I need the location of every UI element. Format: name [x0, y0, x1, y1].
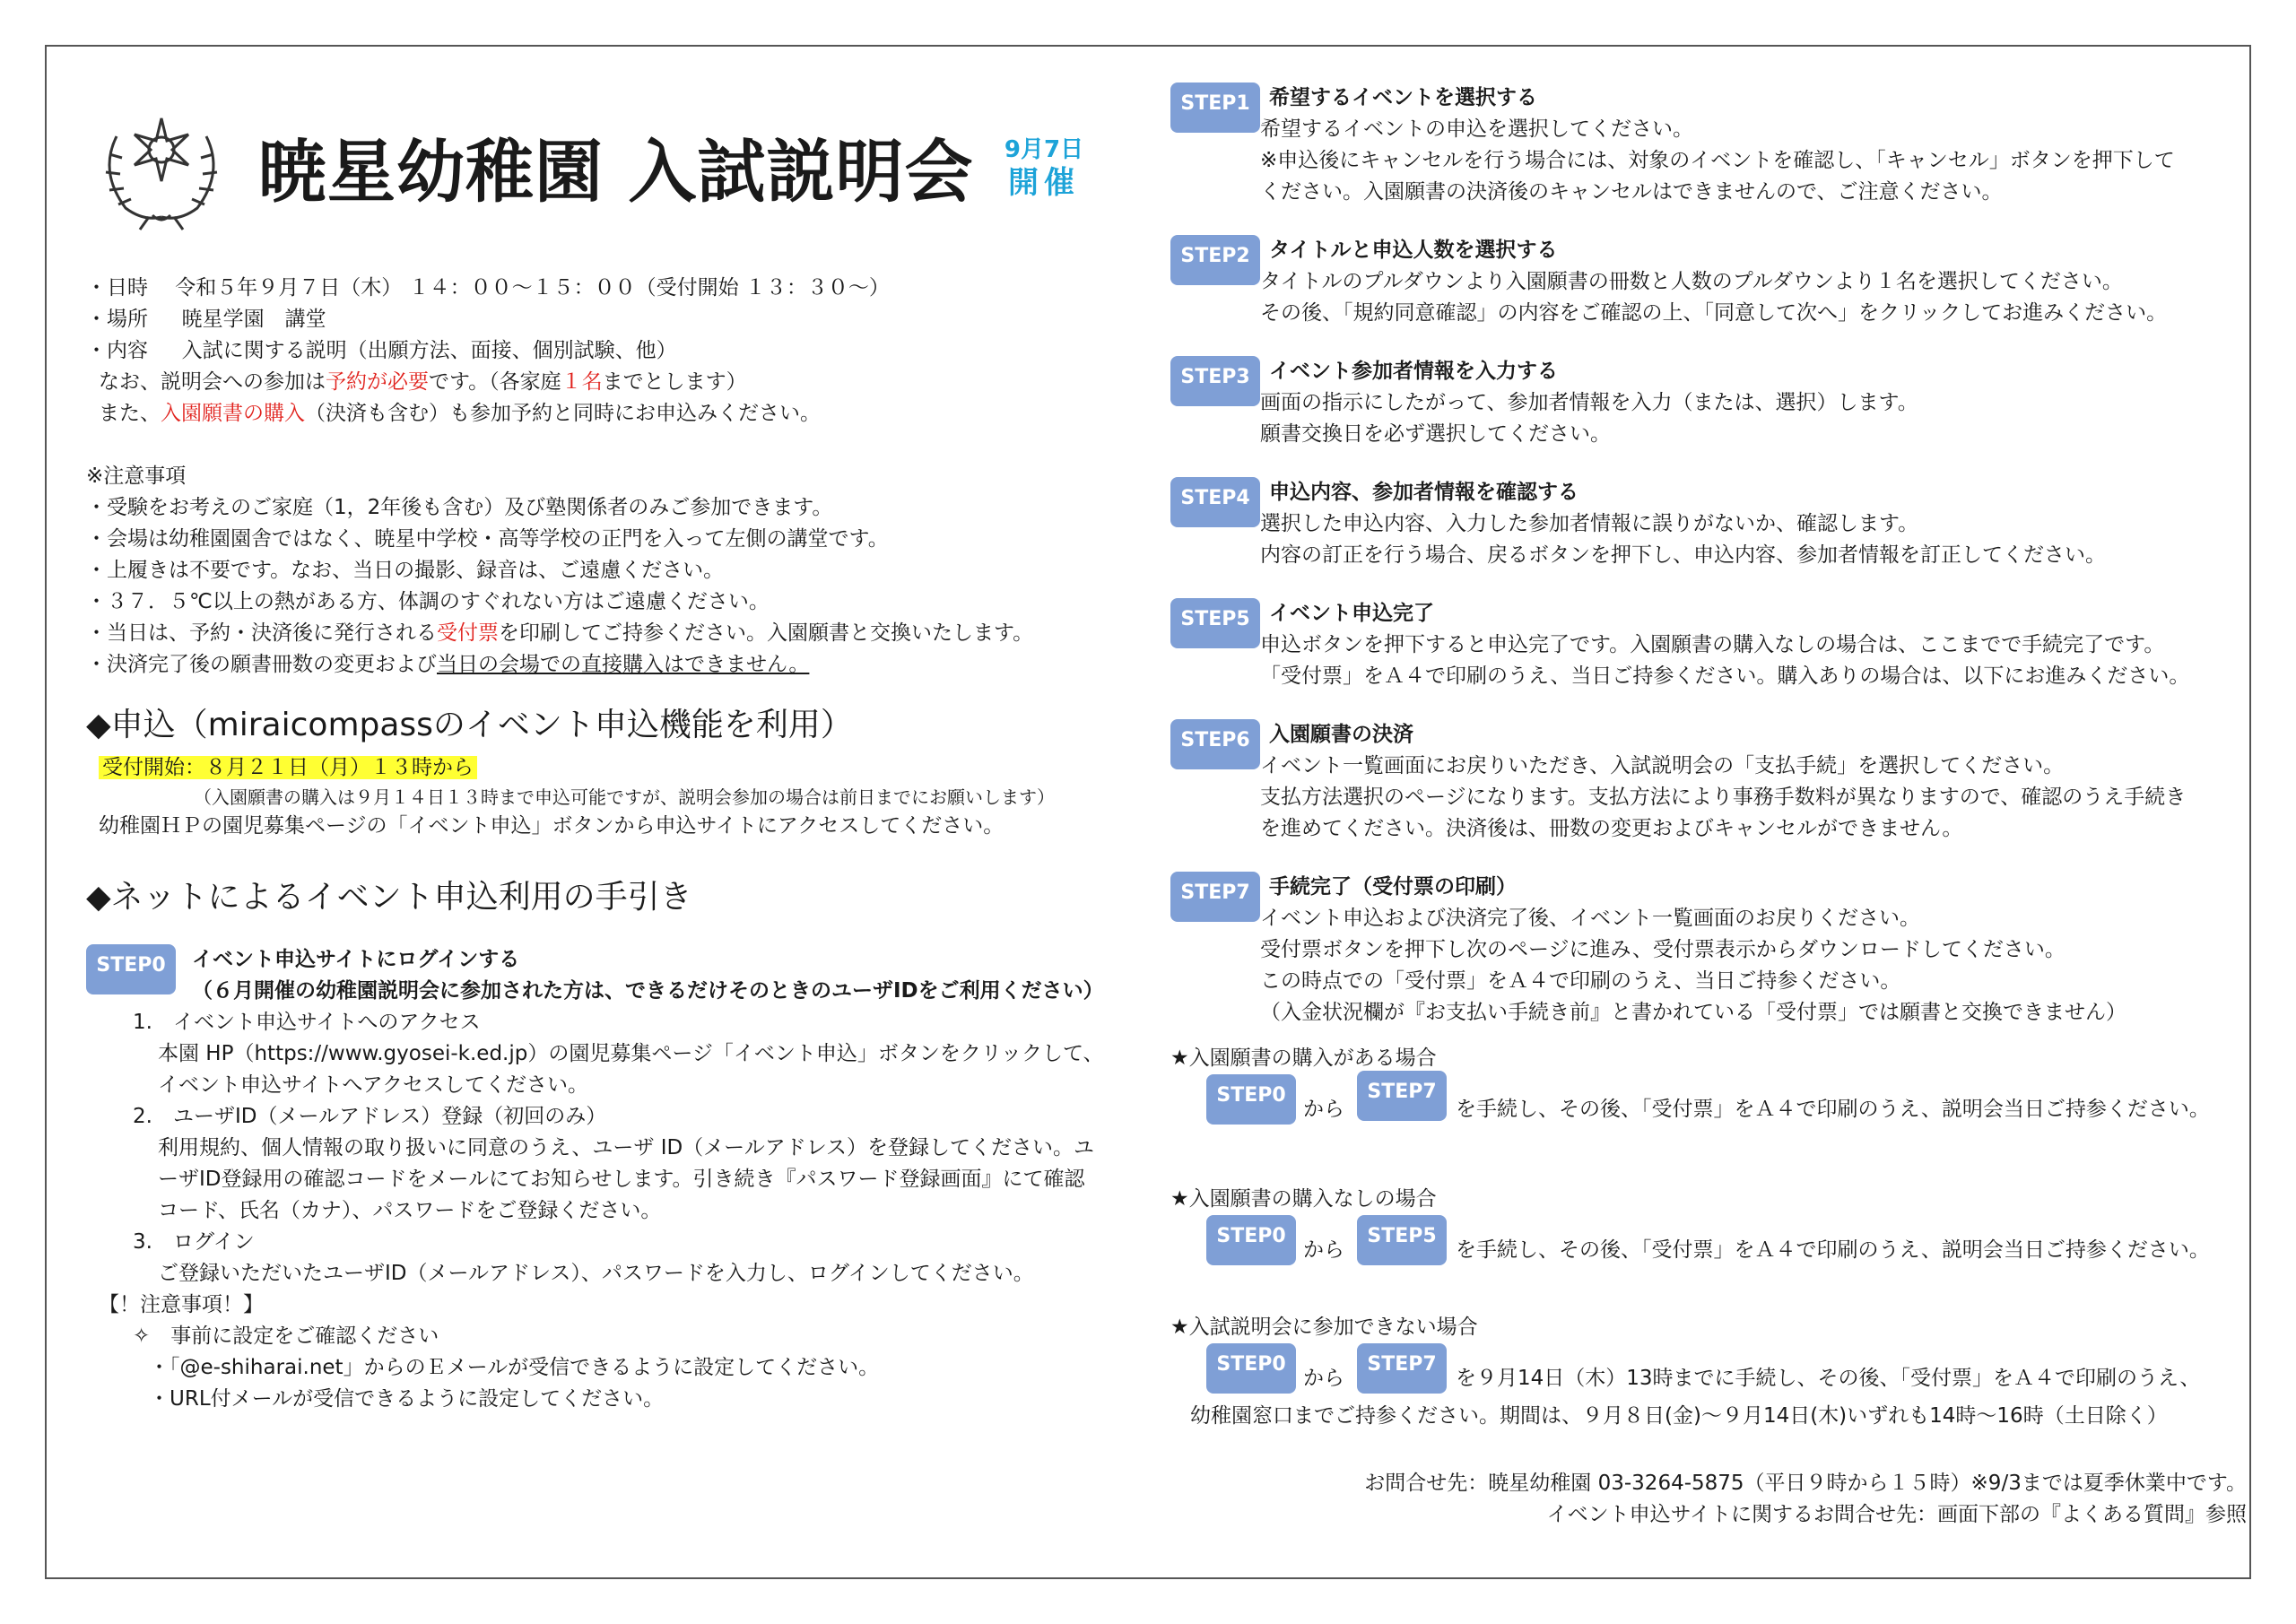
step-text: 願書交換日を必ず選択してください。 [1260, 422, 1611, 446]
step-7 [1170, 872, 2247, 1029]
item-text: コード、氏名（カナ）、パスワードをご登録ください。 [158, 1199, 662, 1222]
case2-from-label: から [1303, 1238, 1344, 1262]
case3-text2: 幼稚園窓口までご持参ください。期間は、９月８日(金)～９月14日(木)いずれも14時～16時（土日除く） [1190, 1404, 2168, 1428]
caution-item: ・受験をお考えのご家庭（1，2年後も含む）及び塾関係者のみご参加できます。 [86, 496, 833, 519]
step0-sub: （６月開催の幼稚園説明会に参加された方は、できるだけそのときのユーザIDをご利用ください） [192, 979, 1104, 1003]
step-badge: STEP4 [1170, 477, 1260, 527]
step-badge: STEP6 [1170, 719, 1260, 769]
case2-to-badge: STEP5 [1357, 1215, 1447, 1265]
caution-item: ・上履きは不要です。なお、当日の撮影、録音は、ご遠慮ください。 [86, 559, 725, 582]
case2-text: を手続し、その後、「受付票」をＡ４で印刷のうえ、説明会当日ご持参ください。 [1456, 1238, 2210, 1262]
case1-text: を手続し、その後、「受付票」をＡ４で印刷のうえ、説明会当日ご持参ください。 [1456, 1098, 2210, 1121]
step-text: ください。入園願書の決済後のキャンセルはできませんので、ご注意ください。 [1260, 180, 2003, 204]
step0-badge: STEP0 [86, 944, 176, 994]
step-text: その後、「規約同意確認」の内容をご確認の上、「同意して次へ」をクリックしてお進みください。 [1260, 301, 2168, 325]
step-5 [1170, 598, 2247, 692]
date-line: ・日時 令和５年９月７日（木） １４：００～１５：００（受付開始 １３：３０～） [86, 276, 890, 300]
school-emblem-icon [90, 100, 233, 235]
step-6 [1170, 719, 2247, 845]
step-text: 内容の訂正を行う場合、戻るボタンを押下し、申込内容、参加者情報を訂正してください。 [1260, 543, 2106, 567]
step-badge: STEP2 [1170, 235, 1260, 285]
guide-section [86, 876, 1144, 1415]
case2-from-badge: STEP0 [1206, 1215, 1296, 1265]
steps-list [1170, 83, 2247, 1029]
step-text: を進めてください。決済後は、冊数の変更およびキャンセルができません。 [1260, 817, 1963, 840]
step-title: イベント申込完了 [1269, 602, 1434, 625]
case3-to-badge: STEP7 [1357, 1343, 1447, 1394]
reservation-note: なお、説明会への参加は予約が必要です。（各家庭１名までとします） [99, 370, 747, 394]
item-text: ご登録いただいたユーザID（メールアドレス）、パスワードを入力し、ログインしてください。 [158, 1262, 1034, 1285]
application-purchase: 入園願書の購入 [161, 402, 305, 425]
case-no-purchase [1170, 1184, 2247, 1280]
step-text: イベント申込および決済完了後、イベント一覧画面のお戻りください。 [1260, 907, 1920, 930]
case-absent [1170, 1312, 2247, 1432]
notice-item: ・URL付メールが受信できるように設定してください。 [149, 1387, 665, 1411]
ticket-label: 受付票 [437, 621, 499, 645]
cautions-heading: ※注意事項 [86, 465, 187, 488]
step-text: 申込ボタンを押下すると申込完了です。入園願書の購入なしの場合は、ここまでで手続完了です。 [1260, 633, 2165, 656]
item-title: 3. ログイン [133, 1230, 255, 1254]
page-title: 暁星幼稚園 入試説明会 [258, 132, 974, 212]
step-2 [1170, 235, 2247, 329]
event-info [86, 273, 1144, 430]
event-held-label: 開催 [1008, 165, 1080, 201]
step-title: 希望するイベントを選択する [1269, 86, 1537, 109]
notice-heading: 【！注意事項！】 [99, 1293, 264, 1316]
caution-item: ・決済完了後の願書冊数の変更および当日の会場での直接購入はできません。 [86, 653, 810, 676]
step-badge: STEP5 [1170, 598, 1260, 648]
step-text: 選択した申込内容、入力した参加者情報に誤りがないか、確認します。 [1260, 512, 1919, 535]
step-badge: STEP3 [1170, 356, 1260, 406]
case3-text: を９月14日（木）13時までに手続し、その後、「受付票」をＡ４で印刷のうえ、 [1456, 1367, 2201, 1390]
reservation-required: 予約が必要 [326, 370, 429, 394]
case-purchase [1170, 1043, 2247, 1139]
no-direct-purchase: 当日の会場での直接購入はできません。 [437, 653, 810, 676]
step-text: 希望するイベントの申込を選択してください。 [1260, 117, 1693, 141]
item-title: 2. ユーザID（メールアドレス）登録（初回のみ） [133, 1105, 607, 1128]
step-title: 手続完了（受付票の印刷） [1269, 875, 1517, 899]
apply-heading: ◆申込（miraicompassのイベント申込機能を利用） [86, 707, 853, 743]
step-text: （入金状況欄が『お支払い手続き前』と書かれている「受付票」では願書と交換できません） [1260, 1001, 2126, 1024]
event-date: 9月7日 [1004, 136, 1084, 163]
notice-item: ・「@e-shiharai.net」からのＥメールが受信できるように設定してください。 [149, 1356, 880, 1379]
step-title: イベント参加者情報を入力する [1269, 360, 1558, 383]
contact-line: お問合せ先：暁星幼稚園 03-3264-5875（平日９時から１５時）※9/3までは夏季休業中です。 [1364, 1472, 2247, 1495]
step-text: 画面の指示にしたがって、参加者情報を入力（または、選択）します。 [1260, 391, 1918, 414]
content-line: ・内容 入試に関する説明（出願方法、面接、個別試験、他） [86, 339, 677, 362]
item-title: 1. イベント申込サイトへのアクセス [133, 1011, 481, 1034]
caution-item: ・当日は、予約・決済後に発行される受付票を印刷してご持参ください。入園願書と交換いたします。 [86, 621, 1034, 645]
caution-item: ・３７．５℃以上の熱がある方、体調のすぐれない方はご遠慮ください。 [86, 590, 770, 613]
case1-to-badge: STEP7 [1357, 1071, 1447, 1121]
case-heading: ★入試説明会に参加できない場合 [1170, 1316, 1478, 1339]
step-title: 入園願書の決済 [1269, 723, 1413, 746]
step-text: この時点での「受付票」をＡ４で印刷のうえ、当日ご持参ください。 [1260, 969, 1901, 993]
step-text: イベント一覧画面にお戻りいただき、入試説明会の「支払手続」を選択してください。 [1260, 754, 2065, 777]
item-text: イベント申込サイトへアクセスしてください。 [158, 1073, 589, 1097]
step-badge: STEP7 [1170, 872, 1260, 922]
step-text: 支払方法選択のページになります。支払方法により事務手数料が異なりますので、確認のうえ手続き [1260, 786, 2187, 809]
step-text: ※申込後にキャンセルを行う場合には、対象のイベントを確認し、「キャンセル」ボタンを押下して [1260, 149, 2175, 172]
place-line: ・場所 暁星学園 講堂 [86, 308, 326, 331]
item-text: 利用規約、個人情報の取り扱いに同意のうえ、ユーザ ID（メールアドレス）を登録してください。ユ [158, 1136, 1095, 1159]
step-3 [1170, 356, 2247, 450]
contact-line: イベント申込サイトに関するお問合せ先：画面下部の『よくある質問』参照 [1546, 1503, 2247, 1526]
step-text: タイトルのプルダウンより入園願書の冊数と人数のプルダウンより１名を選択してください。 [1260, 270, 2123, 293]
item-text: 本園 HP（https://www.gyosei-k.ed.jp）の園児募集ページ「イベント申込」ボタンをクリックして、 [158, 1042, 1104, 1065]
step-badge: STEP1 [1170, 83, 1260, 133]
item-text: ーザID登録用の確認コードをメールにてお知らせします。引き続き『パスワード登録画面』にて確認 [158, 1168, 1085, 1191]
apply-note: （入園願書の購入は９月１４日１３時まで申込可能ですが、説明会参加の場合は前日までにお願いします） [194, 786, 1055, 808]
apply-section [86, 704, 1144, 842]
cautions [86, 461, 1144, 681]
case1-from-badge: STEP0 [1206, 1074, 1296, 1125]
case1-from-label: から [1303, 1098, 1344, 1121]
application-purchase-note: また、入園願書の購入（決済も含む）も参加予約と同時にお申込みください。 [99, 402, 821, 425]
case-heading: ★入園願書の購入がある場合 [1170, 1046, 1437, 1070]
guide-heading: ◆ネットによるイベント申込利用の手引き [86, 879, 692, 916]
step-1 [1170, 83, 2247, 208]
caution-item: ・会場は幼稚園園舎ではなく、暁星中学校・高等学校の正門を入って左側の講堂です。 [86, 527, 889, 551]
left-column [86, 90, 1144, 1415]
step0-title: イベント申込サイトにログインする [192, 948, 520, 971]
step0-details [86, 1007, 1144, 1290]
step0 [86, 944, 1144, 1007]
step-title: 申込内容、参加者情報を確認する [1269, 481, 1578, 504]
case-heading: ★入園願書の購入なしの場合 [1170, 1187, 1437, 1211]
header [86, 90, 1144, 269]
one-person-limit: １名 [561, 370, 603, 394]
apply-start: 受付開始：８月２１日（月）１３時から [99, 756, 477, 779]
apply-access: 幼稚園ＨＰの園児募集ページの「イベント申込」ボタンから申込サイトにアクセスしてください。 [99, 814, 1004, 838]
step-title: タイトルと申込人数を選択する [1269, 239, 1558, 262]
right-column [1170, 83, 2247, 1531]
case3-from-label: から [1303, 1367, 1344, 1390]
step-4 [1170, 477, 2247, 571]
case3-from-badge: STEP0 [1206, 1343, 1296, 1394]
contact [1170, 1468, 2247, 1531]
step-text: 受付票ボタンを押下し次のページに進み、受付票表示からダウンロードしてください。 [1260, 938, 2066, 961]
notice-sub: ✧ 事前に設定をご確認ください [133, 1324, 439, 1348]
step-text: 「受付票」をＡ４で印刷のうえ、当日ご持参ください。購入ありの場合は、以下にお進みください。 [1260, 664, 2190, 688]
